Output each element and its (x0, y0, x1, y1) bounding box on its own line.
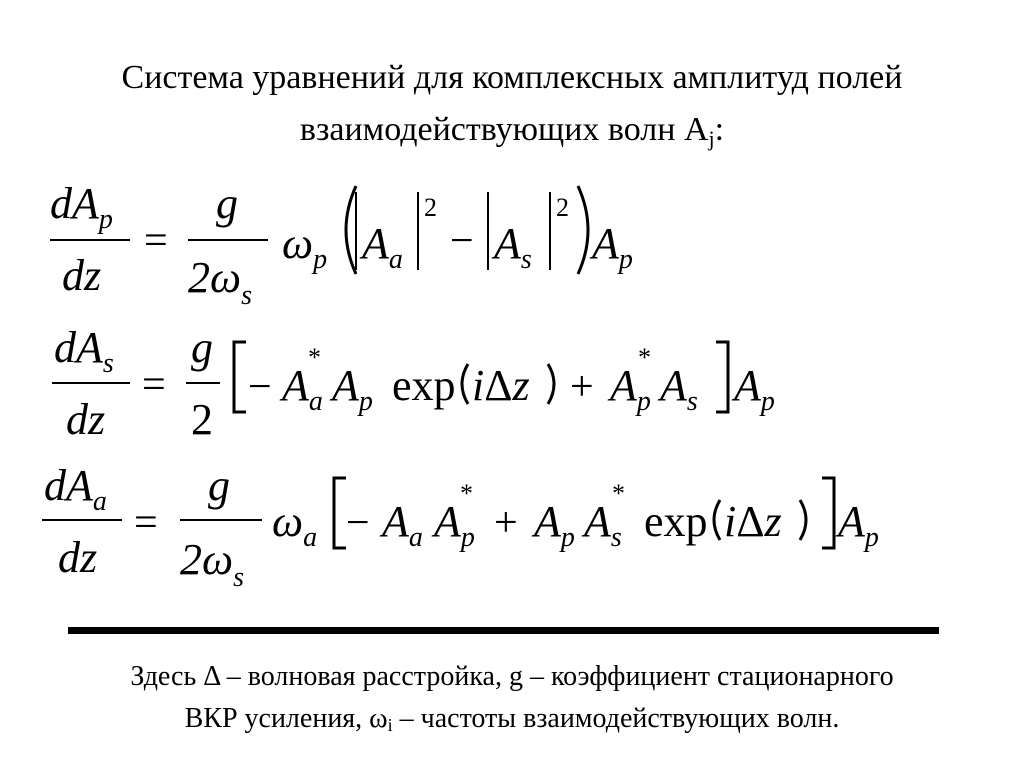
eq2-bracket-open (234, 342, 246, 412)
eq3-lhs-numerator: $dA_a$ (44, 461, 107, 517)
eq2-term-Ap: $A_p$ (332, 361, 373, 417)
eq3-omega-a: $\omega_a$ (272, 497, 318, 553)
eq1-lhs-numerator: $dA_p$ (50, 179, 113, 235)
eq2-equals: = (142, 362, 166, 408)
eq2-term-Ap-conj: $A_p$ (610, 361, 651, 417)
explanation-note (0, 656, 1024, 746)
eq2-term-Ap-outer: $A_p$ (734, 361, 775, 417)
eq3-paren-open (714, 500, 720, 540)
eq2-rhs-denominator: 2 (191, 395, 213, 444)
title-line-1: Система уравнений для комплексных амплитуд полей (121, 59, 903, 96)
equation-pump (50, 179, 633, 311)
eq1-omega-p: $\omega_p$ (282, 219, 328, 275)
eq2-paren-close (548, 364, 554, 404)
eq2-star-2: * (638, 343, 651, 372)
eq3-paren-close (800, 500, 806, 540)
eq1-term-As: $A_s$ (494, 219, 532, 275)
eq3-equals: = (134, 500, 158, 546)
note-line-1: Здесь Δ – волновая расстройка, g – коэффициент стационарного (130, 661, 894, 692)
equation-stokes (52, 323, 775, 444)
eq3-bracket-close (822, 478, 834, 548)
eq2-plus: + (570, 364, 594, 410)
eq2-paren-open (462, 364, 468, 404)
eq2-star-1: * (308, 343, 321, 372)
eq2-term-Aa-conj: $A_a$ (282, 361, 323, 417)
eq1-term-Aa: $A_a$ (362, 219, 403, 275)
eq3-plus: + (494, 500, 518, 546)
eq3-exp-arg: iΔz (724, 497, 782, 546)
eq3-star-2: * (612, 479, 625, 508)
eq2-bracket-close (716, 342, 728, 412)
equation-antistokes (42, 461, 879, 593)
eq3-term-Ap-conj: $A_p$ (434, 497, 475, 553)
eq3-rhs-denominator: $2\omega_s$ (180, 535, 244, 593)
eq2-lhs-denominator: dz (66, 395, 106, 444)
eq3-term-Aa: $A_a$ (382, 497, 423, 553)
eq1-term-Ap: $A_p$ (592, 219, 633, 275)
eq1-lhs-denominator: dz (62, 251, 102, 300)
eq1-rhs-denominator: $2\omega_s$ (188, 253, 252, 311)
eq1-paren-open (346, 186, 356, 274)
eq1-power-2: 2 (556, 193, 569, 222)
eq3-star-1: * (460, 479, 473, 508)
eq3-minus: − (346, 500, 370, 546)
eq1-minus: − (450, 218, 474, 264)
eq3-rhs-numerator: g (208, 461, 230, 510)
note-line-2: ВКР усиления, $\omega_i$ – частоты взаимодействующих волн. (184, 703, 840, 735)
eq3-term-Ap: $A_p$ (534, 497, 575, 553)
eq3-lhs-denominator: dz (58, 533, 98, 582)
eq2-rhs-numerator: g (191, 323, 213, 372)
title-line-2: взаимодействующих волн $A_j$: (299, 111, 725, 151)
eq1-rhs-numerator: g (216, 179, 238, 228)
eq2-exp: exp (392, 361, 456, 410)
eq3-bracket-open (334, 478, 346, 548)
horizontal-divider (68, 627, 939, 634)
eq2-term-As: $A_s$ (660, 361, 698, 417)
eq2-lhs-numerator: $dA_s$ (54, 323, 114, 379)
eq2-exp-arg: iΔz (472, 361, 530, 410)
eq3-exp: exp (644, 497, 708, 546)
eq1-power-1: 2 (424, 193, 437, 222)
eq3-term-As-conj: $A_s$ (584, 497, 622, 553)
eq2-minus: − (248, 364, 272, 410)
eq1-paren-close (578, 186, 588, 274)
eq3-term-Ap-outer: $A_p$ (838, 497, 879, 553)
eq1-equals: = (144, 218, 168, 264)
